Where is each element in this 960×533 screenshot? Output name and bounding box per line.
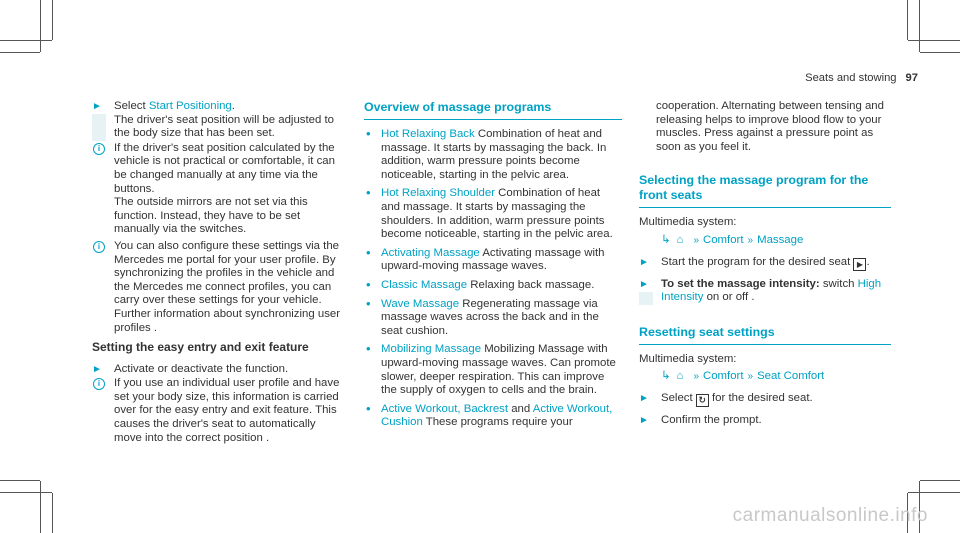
home-icon[interactable]: ⌂ [676,370,684,383]
high-intensity-switch[interactable]: High Intensity [661,277,882,304]
column-2 [364,100,622,435]
info-icon: i [93,143,105,155]
program-name[interactable]: Active Workout, Backrest [381,402,509,415]
list-item: • Hot Relaxing Shoulder Combination of heat and massage. It starts by massaging the shoulders. In addition, warm pressure points become noticeable, starting in the pelvic area. [366,185,613,241]
list-item: • Active Workout, Backrest and Active Workout, Cushion These programs require your [366,400,613,429]
list-item: • Mobilizing Massage Mobilizing Massage with upward-moving massage waves. Can promote slower, deeper respiration. This can improve the supply of oxygen to cells and the brain. [366,341,616,397]
step-arrow-icon: ► [639,392,649,404]
note-mercedes-me: i You can also configure these settings via the Mercedes me portal for your user profile. By synchronizing the profiles in the vehicle and the Mercedes me connect profiles, you can carry over these settings for your vehicle. Further information about synchronizing user profiles . [92,240,342,335]
home-icon[interactable]: ⌂ [676,233,684,246]
result-strip [92,114,106,141]
column-3 [639,100,891,428]
step-activate: ► Activate or deactivate the function. [92,362,289,375]
column-1 [92,100,342,445]
reset-seat-heading: Resetting seat settings [639,325,891,345]
step-intensity: ► To set the massage intensity: switch High Intensity on or off . [639,277,882,304]
list-item: • Wave Massage Regenerating massage via massage waves across the back and in the seat cushion. [366,295,599,337]
comfort-link[interactable]: Comfort [703,370,744,383]
watermark: carmanualsonline.info [732,505,928,527]
program-name[interactable]: Hot Relaxing Back [381,128,475,140]
note-easy-entry: i If you use an individual user profile and have set your body size, this information is carried over for the easy entry and exit feature. This causes the driver's seat to automatically move into the correct position . [92,377,342,445]
crop-mark [920,52,960,53]
step-start-positioning: ► Select Start Positioning. The driver's seat position will be adjusted to the body size that has been set. [92,100,334,140]
crop-mark [0,480,40,481]
program-name[interactable]: Activating Massage [381,246,480,259]
reset-icon[interactable]: ↻ [696,394,709,407]
continued-text: cooperation. Alternating between tensing and releasing helps to improve blood flow to your muscles. Press against a pressure point as soon as you feel it. [656,100,884,153]
massage-program-list [364,128,622,430]
seat-comfort-link[interactable]: Seat Comfort [757,370,825,383]
crop-mark [0,52,40,53]
crop-mark [907,0,908,40]
chevron-right-icon: » [747,371,754,383]
crop-mark [920,480,960,481]
crop-mark [0,492,52,493]
chevron-right-icon: » [693,371,699,383]
play-icon[interactable]: ▶ [853,258,866,271]
step-result: The driver's seat position will be adjusted to the body size that has been set. [114,113,334,140]
list-item: • Activating Massage Activating massage with upward-moving massage waves. [366,244,605,273]
return-arrow-icon: ↳ [661,233,671,246]
chevron-right-icon: » [747,234,754,246]
step-select-reset: ► Select ↻ for the desired seat. [639,391,813,405]
crop-mark [0,40,52,41]
list-item: • Classic Massage Relaxing back massage. [366,276,595,292]
crop-mark [52,493,53,533]
return-arrow-icon: ↳ [661,370,671,383]
result-strip [639,292,653,305]
comfort-link[interactable]: Comfort [703,233,744,246]
crop-mark [40,0,41,52]
page-header [805,72,918,86]
multimedia-label: Multimedia system: [639,352,737,365]
info-icon: i [93,378,105,390]
step-arrow-icon: ► [92,363,102,375]
menu-path [639,370,891,384]
crop-mark [908,40,960,41]
step-arrow-icon: ► [639,414,649,426]
info-icon: i [93,241,105,253]
program-name[interactable]: Active Workout, Cushion [381,402,613,429]
program-name[interactable]: Classic Massage [381,278,468,291]
start-positioning-link[interactable]: Start Positioning [148,100,232,112]
step-arrow-icon: ► [92,101,102,112]
step-arrow-icon: ► [639,278,649,290]
list-item: • Hot Relaxing Back Combination of heat and massage. It starts by massaging the back. In addition, warm pressure points become noticeable, starting in the pelvic area. [366,126,607,181]
crop-mark [919,0,920,52]
step-arrow-icon: ► [639,256,649,268]
select-program-heading: Selecting the massage program for the front seats [639,173,891,208]
page-number: 97 [905,72,918,84]
program-name[interactable]: Mobilizing Massage [381,343,482,356]
step-confirm: ► Confirm the prompt. [639,413,762,426]
massage-link[interactable]: Massage [757,233,804,246]
chevron-right-icon: » [693,234,699,246]
crop-mark [40,481,41,533]
note-seat-position: i If the driver's seat position calculated by the vehicle is not practical or comfortable, it can be changed manually at any time via the buttons. The outside mirrors are not set via this function. Instead, they have to be set manually via the switches. [92,142,342,237]
massage-overview-heading: Overview of massage programs [364,100,622,120]
crop-mark [908,492,960,493]
menu-path [639,234,891,248]
crop-mark [52,0,53,40]
easy-entry-heading: Setting the easy entry and exit feature [92,340,309,355]
multimedia-label: Multimedia system: [639,216,737,229]
step-start-program: ► Start the program for the desired seat ▶ . [639,255,870,269]
program-name[interactable]: Wave Massage [381,297,460,310]
section-title: Seats and stowing [805,72,897,84]
program-name[interactable]: Hot Relaxing Shoulder [381,187,495,200]
